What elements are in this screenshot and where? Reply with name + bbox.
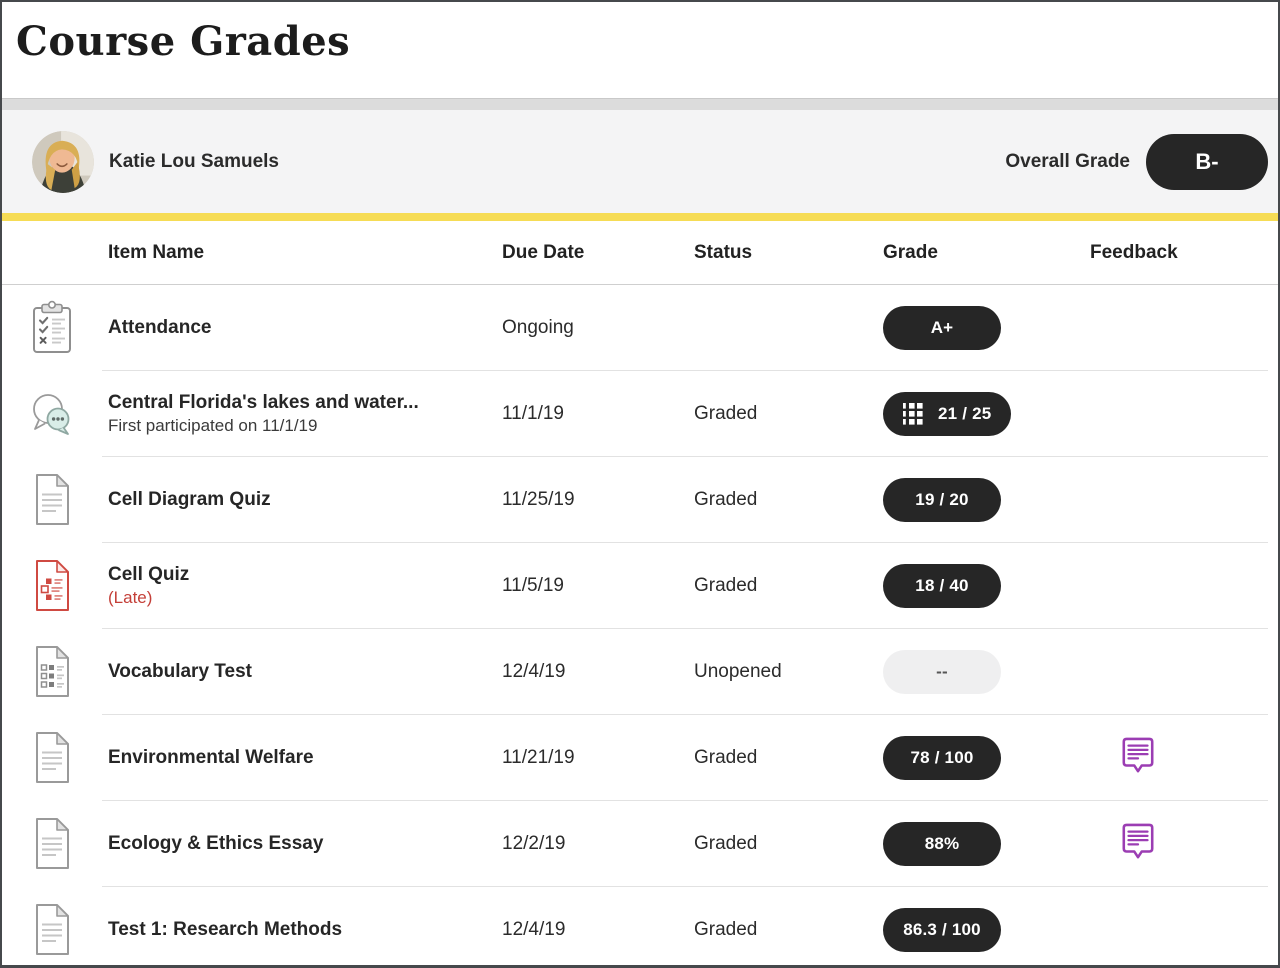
- due-date: 12/4/19: [502, 661, 566, 682]
- accent-bar: [2, 213, 1278, 221]
- grades-table-header: [2, 221, 1278, 285]
- discussion-bubbles-icon: [28, 390, 76, 438]
- due-date: 11/1/19: [502, 403, 564, 424]
- item-name[interactable]: Cell Diagram Quiz: [108, 489, 271, 511]
- table-row[interactable]: [2, 371, 1278, 457]
- grade-pill[interactable]: [883, 736, 1001, 780]
- table-row[interactable]: [2, 457, 1278, 543]
- header-feedback: Feedback: [1090, 241, 1178, 263]
- status: Graded: [694, 575, 758, 596]
- item-name[interactable]: Cell Quiz: [108, 563, 190, 585]
- grade-value: 78 / 100: [910, 748, 974, 767]
- document-quiz-red-icon: [29, 558, 75, 614]
- status: Graded: [694, 747, 758, 768]
- table-row[interactable]: [2, 543, 1278, 629]
- grade-pill[interactable]: [883, 908, 1001, 952]
- table-row[interactable]: [2, 715, 1278, 801]
- status: Graded: [694, 919, 758, 940]
- status: Graded: [694, 489, 758, 510]
- header-due-date: Due Date: [502, 241, 585, 263]
- grade-pill[interactable]: [883, 650, 1001, 694]
- header-grade: Grade: [883, 241, 938, 263]
- overall-grade-label: Overall Grade: [1005, 150, 1130, 172]
- table-row[interactable]: [2, 629, 1278, 715]
- title-bar: [2, 2, 1278, 98]
- grade-value: --: [936, 662, 948, 681]
- grade-pill[interactable]: [883, 306, 1001, 350]
- page-title: Course Grades: [16, 18, 351, 65]
- grade-pill[interactable]: [883, 822, 1001, 866]
- due-date: 11/25/19: [502, 489, 575, 510]
- status: Graded: [694, 833, 758, 854]
- clipboard-checklist-icon: [29, 300, 75, 356]
- student-bar: [2, 110, 1278, 213]
- header-divider: [2, 98, 1278, 110]
- item-subtitle: (Late): [108, 588, 153, 608]
- grade-value: 19 / 20: [915, 490, 969, 509]
- feedback-comment-icon[interactable]: [1120, 822, 1156, 862]
- student-name: Katie Lou Samuels: [109, 150, 279, 172]
- due-date: 11/21/19: [502, 747, 575, 768]
- document-quiz-icon: [29, 644, 75, 700]
- document-lines-icon: [29, 730, 75, 786]
- document-lines-icon: [29, 472, 75, 528]
- grade-value: 18 / 40: [915, 576, 969, 595]
- item-name[interactable]: Environmental Welfare: [108, 747, 314, 769]
- grade-value: 88%: [924, 834, 960, 853]
- due-date: 11/5/19: [502, 575, 564, 596]
- grade-value: 86.3 / 100: [903, 920, 981, 939]
- table-row[interactable]: [2, 285, 1278, 371]
- status: Unopened: [694, 661, 782, 682]
- grade-value: A+: [930, 318, 954, 337]
- grades-table-body: [2, 285, 1278, 968]
- table-row[interactable]: [2, 801, 1278, 887]
- document-lines-icon: [29, 902, 75, 958]
- grade-value: 21 / 25: [938, 404, 992, 423]
- item-subtitle: First participated on 11/1/19: [108, 416, 318, 436]
- table-row[interactable]: [2, 887, 1278, 968]
- item-name[interactable]: Test 1: Research Methods: [108, 919, 343, 941]
- feedback-comment-icon[interactable]: [1120, 736, 1156, 776]
- overall-grade-pill[interactable]: B-: [1146, 134, 1268, 190]
- due-date: Ongoing: [502, 317, 574, 338]
- grade-pill[interactable]: [883, 564, 1001, 608]
- item-name[interactable]: Attendance: [108, 317, 212, 339]
- item-name[interactable]: Central Florida's lakes and water...: [108, 391, 419, 413]
- due-date: 12/4/19: [502, 919, 566, 940]
- header-item-name: Item Name: [108, 241, 205, 263]
- grade-pill[interactable]: [883, 478, 1001, 522]
- student-avatar: [32, 131, 94, 193]
- rubric-grid-icon: [903, 403, 929, 425]
- due-date: 12/2/19: [502, 833, 566, 854]
- document-lines-icon: [29, 816, 75, 872]
- header-status: Status: [694, 241, 753, 263]
- item-name[interactable]: Vocabulary Test: [108, 661, 252, 683]
- grade-pill[interactable]: [883, 392, 1011, 436]
- item-name[interactable]: Ecology & Ethics Essay: [108, 833, 324, 855]
- status: Graded: [694, 403, 758, 424]
